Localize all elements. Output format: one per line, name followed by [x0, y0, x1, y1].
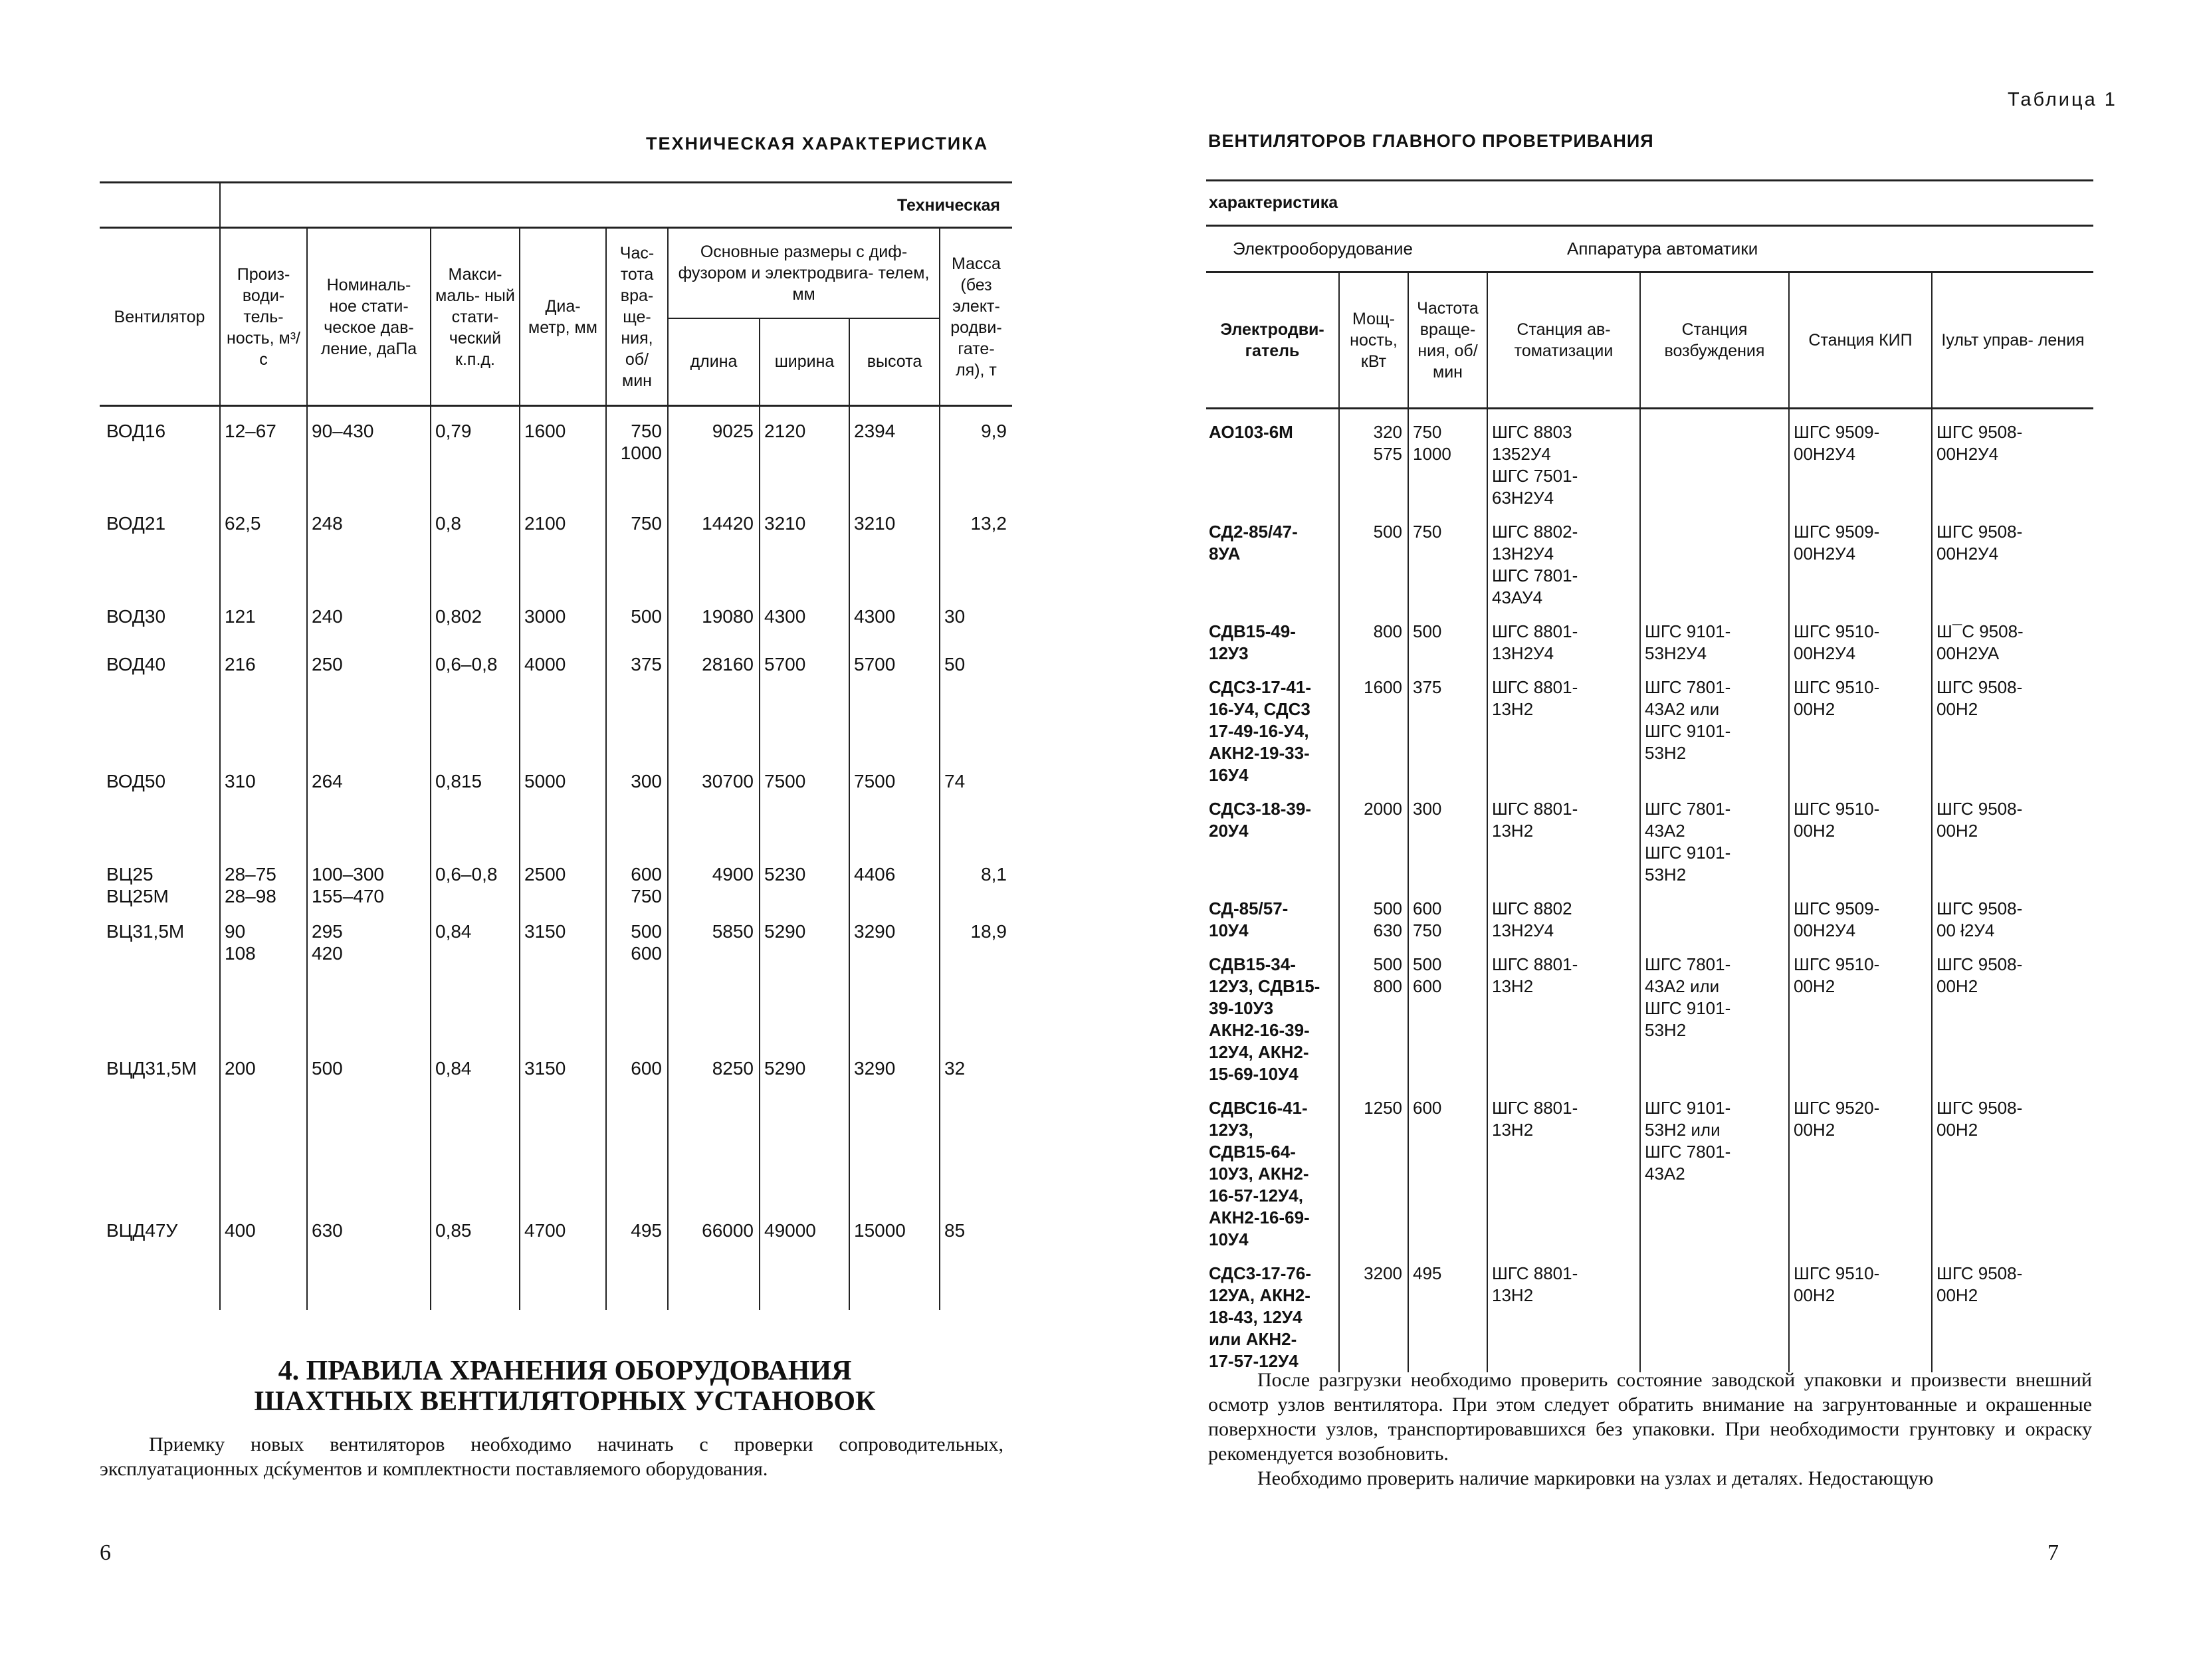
cell-diameter: 4000 — [520, 640, 606, 757]
cell-diameter: 3150 — [520, 1044, 606, 1206]
cell-auto: ШГС 8801- 13Н2 — [1487, 1085, 1640, 1251]
cell-mass: 50 — [940, 640, 1012, 757]
cell-pressure: 100–300 155–470 — [307, 850, 431, 907]
cell-width: 5700 — [760, 640, 849, 757]
cell-width: 5230 — [760, 850, 849, 907]
cell-power: 2000 — [1339, 786, 1408, 886]
cell-panel: ШГС 9508- 00Н2У4 — [1932, 509, 2093, 609]
header-pressure: Номиналь- ное стати- ческое дав- ление, даПа — [307, 228, 431, 406]
left-page-heading: ТЕХНИЧЕСКАЯ ХАРАКТЕРИСТИКА — [646, 134, 989, 154]
cell-panel: ШГС 9508- 00Н2У4 — [1932, 409, 2093, 510]
cell-power: 320 575 — [1339, 409, 1408, 510]
cell-power: 500 800 — [1339, 942, 1408, 1085]
cell-motor: СДС3-17-76- 12УА, АКН2- 18-43, 12У4 или АКН2- 17-57-12У4 — [1209, 1263, 1312, 1371]
cell-panel: ШГС 9508- 00Н2 — [1932, 1251, 2093, 1372]
table-row — [1206, 665, 2093, 786]
cell-capacity: 62,5 — [220, 499, 307, 592]
table-row — [100, 406, 1012, 499]
cell-power: 1600 — [1339, 665, 1408, 786]
cell-height: 2394 — [849, 406, 940, 499]
cell-pressure: 295 420 — [307, 907, 431, 1044]
cell-capacity: 400 — [220, 1206, 307, 1310]
equipment-body — [1206, 409, 2093, 1373]
cell-power: 800 — [1339, 609, 1408, 665]
header-length: длина — [668, 318, 760, 406]
cell-panel: ШГС 9508- 00 ł2У4 — [1932, 886, 2093, 942]
cell-efficiency: 0,6–0,8 — [431, 850, 520, 907]
header-width: ширина — [760, 318, 849, 406]
header-motor: Электродви- гатель — [1206, 272, 1339, 409]
table-row — [1206, 509, 2093, 609]
table-row — [100, 1206, 1012, 1310]
cell-power: 500 630 — [1339, 886, 1408, 942]
cell-speed: 600 750 — [606, 850, 668, 907]
cell-length: 4900 — [668, 850, 760, 907]
cell-panel: ШГС 9508- 00Н2 — [1932, 942, 2093, 1085]
cell-width: 4300 — [760, 592, 849, 640]
cell-fan: ВОД50 — [106, 770, 166, 791]
cell-excit: ШГС 7801- 43А2 ШГС 9101- 53Н2 — [1640, 786, 1789, 886]
table-row — [100, 907, 1012, 1044]
cell-speed: 600 750 — [1408, 886, 1487, 942]
cell-length: 5850 — [668, 907, 760, 1044]
right-paragraph-2-text: Необходимо проверить наличие маркировки на узлах и деталях. Недостающую — [1257, 1467, 1934, 1489]
electro-group-header: Электрооборудование — [1206, 226, 1487, 272]
cell-speed: 500 — [1408, 609, 1487, 665]
cell-excit — [1640, 509, 1789, 609]
cell-power: 500 — [1339, 509, 1408, 609]
table-row — [100, 499, 1012, 592]
header-speed: Час- тота вра- ще- ния, об/ мин — [606, 228, 668, 406]
cell-width: 5290 — [760, 907, 849, 1044]
cell-kip: ШГС 9509- 00Н2У4 — [1789, 509, 1932, 609]
cell-diameter: 3150 — [520, 907, 606, 1044]
cell-kip: ШГС 9510- 00Н2 — [1789, 942, 1932, 1085]
cell-kip: ШГС 9509- 00Н2У4 — [1789, 409, 1932, 510]
header-efficiency: Макси- маль- ный стати- ческий к.п.д. — [431, 228, 520, 406]
cell-auto: ШГС 8802- 13Н2У4 ШГС 7801- 43АУ4 — [1487, 509, 1640, 609]
right-page-heading: ВЕНТИЛЯТОРОВ ГЛАВНОГО ПРОВЕТРИВАНИЯ — [1208, 131, 1654, 151]
cell-power: 3200 — [1339, 1251, 1408, 1372]
table-number: Таблица 1 — [2008, 89, 2117, 110]
cell-auto: ШГС 8802 13Н2У4 — [1487, 886, 1640, 942]
cell-height: 7500 — [849, 757, 940, 850]
header-dimensions-group: Основные размеры с диф- фузором и электродвига- телем, мм — [668, 228, 940, 318]
cell-efficiency: 0,84 — [431, 907, 520, 1044]
header-station-auto: Станция ав- томатизации — [1487, 272, 1640, 409]
header-station-excitation: Станция возбуждения — [1640, 272, 1789, 409]
table-row — [1206, 409, 2093, 510]
cell-efficiency: 0,802 — [431, 592, 520, 640]
header-mass: Масса (без элект- родви- гате- ля), т — [940, 228, 1012, 406]
cell-pressure: 500 — [307, 1044, 431, 1206]
cell-height: 15000 — [849, 1206, 940, 1310]
table-row — [100, 592, 1012, 640]
cell-power: 1250 — [1339, 1085, 1408, 1251]
table-row — [1206, 609, 2093, 665]
cell-speed: 500 600 — [1408, 942, 1487, 1085]
table-row — [1206, 942, 2093, 1085]
cell-excit — [1640, 886, 1789, 942]
table-row — [100, 850, 1012, 907]
cell-panel: ШГС 9508- 00Н2 — [1932, 786, 2093, 886]
table-row — [1206, 786, 2093, 886]
cell-pressure: 250 — [307, 640, 431, 757]
cell-excit: ШГС 9101- 53Н2 или ШГС 7801- 43А2 — [1640, 1085, 1789, 1251]
cell-mass: 30 — [940, 592, 1012, 640]
equipment-table — [1206, 179, 2093, 1372]
cell-diameter: 4700 — [520, 1206, 606, 1310]
cell-auto: ШГС 8801- 13Н2 — [1487, 786, 1640, 886]
cell-mass: 32 — [940, 1044, 1012, 1206]
cell-motor: СДВ15-49- 12У3 — [1209, 621, 1296, 663]
cell-excit: ШГС 7801- 43А2 или ШГС 9101- 53Н2 — [1640, 942, 1789, 1085]
cell-panel: Ш¯С 9508- 00Н2УА — [1932, 609, 2093, 665]
cell-capacity: 121 — [220, 592, 307, 640]
cell-pressure: 240 — [307, 592, 431, 640]
cell-auto: ШГС 8801- 13Н2 — [1487, 1251, 1640, 1372]
cell-kip: ШГС 9509- 00Н2У4 — [1789, 886, 1932, 942]
header-motor-speed: Частота враще- ния, об/мин — [1408, 272, 1487, 409]
cell-capacity: 28–75 28–98 — [220, 850, 307, 907]
header-capacity: Произ- води- тель- ность, м³/с — [220, 228, 307, 406]
cell-pressure: 90–430 — [307, 406, 431, 499]
equipment-group-header: характеристика — [1206, 181, 2093, 226]
cell-mass: 9,9 — [940, 406, 1012, 499]
header-station-kip: Станция КИП — [1789, 272, 1932, 409]
cell-mass: 74 — [940, 757, 1012, 850]
cell-mass: 13,2 — [940, 499, 1012, 592]
cell-efficiency: 0,79 — [431, 406, 520, 499]
cell-motor: СДВС16-41- 12У3, СДВ15-64- 10У3, АКН2- 16-57-12У4, АКН2-16-69- 10У4 — [1209, 1098, 1310, 1249]
cell-panel: ШГС 9508- 00Н2 — [1932, 665, 2093, 786]
table-row — [1206, 886, 2093, 942]
cell-efficiency: 0,85 — [431, 1206, 520, 1310]
cell-height: 5700 — [849, 640, 940, 757]
cell-capacity: 12–67 — [220, 406, 307, 499]
cell-motor: СДВ15-34- 12У3, СДВ15- 39-10У3 АКН2-16-39- 12У4, АКН2- 15-69-10У4 — [1209, 954, 1320, 1084]
table-row — [100, 1044, 1012, 1206]
cell-speed: 300 — [606, 757, 668, 850]
header-diameter: Диа- метр, мм — [520, 228, 606, 406]
cell-pressure: 630 — [307, 1206, 431, 1310]
cell-kip: ШГС 9510- 00Н2 — [1789, 786, 1932, 886]
cell-efficiency: 0,8 — [431, 499, 520, 592]
cell-mass: 8,1 — [940, 850, 1012, 907]
cell-speed: 500 600 — [606, 907, 668, 1044]
cell-length: 30700 — [668, 757, 760, 850]
cell-length: 66000 — [668, 1206, 760, 1310]
section-title — [100, 1356, 1030, 1417]
cell-motor: СДС3-18-39- 20У4 — [1209, 799, 1312, 841]
cell-length: 19080 — [668, 592, 760, 640]
cell-height: 3210 — [849, 499, 940, 592]
cell-speed: 750 1000 — [1408, 409, 1487, 510]
right-page — [1098, 0, 2197, 1680]
cell-speed: 750 — [606, 499, 668, 592]
cell-speed: 300 — [1408, 786, 1487, 886]
cell-length: 14420 — [668, 499, 760, 592]
cell-capacity: 200 — [220, 1044, 307, 1206]
cell-excit — [1640, 1251, 1789, 1372]
cell-width: 49000 — [760, 1206, 849, 1310]
cell-height: 3290 — [849, 907, 940, 1044]
table-row — [100, 757, 1012, 850]
cell-panel: ШГС 9508- 00Н2 — [1932, 1085, 2093, 1251]
table-row — [100, 640, 1012, 757]
cell-motor: СД2-85/47- 8УА — [1209, 522, 1298, 564]
cell-capacity: 90 108 — [220, 907, 307, 1044]
cell-auto: ШГС 8801- 13Н2 — [1487, 942, 1640, 1085]
section-title-line2: ШАХТНЫХ ВЕНТИЛЯТОРНЫХ УСТАНОВОК — [254, 1386, 876, 1417]
cell-auto: ШГС 8801- 13Н2 — [1487, 665, 1640, 786]
cell-diameter: 2500 — [520, 850, 606, 907]
fan-specs-table — [100, 181, 1012, 1310]
cell-motor: СДС3-17-41- 16-У4, СДС3 17-49-16-У4, АКН2-19-33- 16У4 — [1209, 677, 1312, 785]
cell-kip: ШГС 9510- 00Н2 — [1789, 1251, 1932, 1372]
cell-capacity: 310 — [220, 757, 307, 850]
cell-width: 5290 — [760, 1044, 849, 1206]
cell-length: 28160 — [668, 640, 760, 757]
page-number-left: 6 — [100, 1540, 111, 1565]
cell-width: 2120 — [760, 406, 849, 499]
cell-fan: ВЦ31,5М — [106, 920, 185, 942]
section-title-line1: 4. ПРАВИЛА ХРАНЕНИЯ ОБОРУДОВАНИЯ — [278, 1356, 852, 1386]
cell-diameter: 2100 — [520, 499, 606, 592]
cell-length: 8250 — [668, 1044, 760, 1206]
cell-kip: ШГС 9510- 00Н2У4 — [1789, 609, 1932, 665]
cell-height: 3290 — [849, 1044, 940, 1206]
header-power: Мощ- ность, кВт — [1339, 272, 1408, 409]
cell-pressure: 248 — [307, 499, 431, 592]
right-paragraph-1 — [1208, 1368, 2092, 1491]
cell-width: 7500 — [760, 757, 849, 850]
cell-diameter: 1600 — [520, 406, 606, 499]
cell-speed: 375 — [1408, 665, 1487, 786]
cell-fan: ВОД16 — [106, 421, 166, 441]
table-group-header: Техническая — [220, 183, 1012, 228]
cell-excit: ШГС 9101- 53Н2У4 — [1640, 609, 1789, 665]
page-number-right: 7 — [2047, 1540, 2059, 1565]
header-height: высота — [849, 318, 940, 406]
cell-auto: ШГС 8803 1352У4 ШГС 7501- 63Н2У4 — [1487, 409, 1640, 510]
cell-efficiency: 0,6–0,8 — [431, 640, 520, 757]
cell-speed: 375 — [606, 640, 668, 757]
left-page — [0, 0, 1098, 1680]
cell-motor: СД-85/57- 10У4 — [1209, 898, 1289, 940]
cell-kip: ШГС 9510- 00Н2 — [1789, 665, 1932, 786]
header-fan: Вентилятор — [100, 228, 220, 406]
cell-width: 3210 — [760, 499, 849, 592]
cell-length: 9025 — [668, 406, 760, 499]
cell-excit: ШГС 7801- 43А2 или ШГС 9101- 53Н2 — [1640, 665, 1789, 786]
cell-diameter: 5000 — [520, 757, 606, 850]
cell-fan: ВОД21 — [106, 512, 166, 534]
cell-capacity: 216 — [220, 640, 307, 757]
cell-speed: 495 — [1408, 1251, 1487, 1372]
right-paragraph-1-text: После разгрузки необходимо проверить состояние заводской упаковки и произвести внешний осмотр узлов вентилятора. При этом следует обратить внимание на загрунтованные и окрашенные поверхности узлов, транспортировавшихся без упаковки. При необходимости грунтовку и окраску рекомендуется возобновить. — [1208, 1369, 2092, 1465]
cell-pressure: 264 — [307, 757, 431, 850]
cell-speed: 600 — [606, 1044, 668, 1206]
cell-excit — [1640, 409, 1789, 510]
cell-fan: ВЦ25 ВЦ25М — [106, 863, 169, 906]
automation-group-header: Аппаратура автоматики — [1487, 226, 2093, 272]
fan-specs-body — [100, 406, 1012, 1310]
cell-mass: 18,9 — [940, 907, 1012, 1044]
cell-height: 4300 — [849, 592, 940, 640]
table-row — [1206, 1085, 2093, 1251]
cell-fan: ВОД40 — [106, 653, 166, 675]
cell-speed: 500 — [606, 592, 668, 640]
left-paragraph: Приемку новых вентиляторов необходимо начинать с проверки сопроводительных, эксплуатационных дсќументов и комплектности поставляемого оборудования. — [100, 1433, 1003, 1480]
cell-height: 4406 — [849, 850, 940, 907]
cell-speed: 495 — [606, 1206, 668, 1310]
cell-efficiency: 0,84 — [431, 1044, 520, 1206]
cell-mass: 85 — [940, 1206, 1012, 1310]
cell-kip: ШГС 9520- 00Н2 — [1789, 1085, 1932, 1251]
header-control-panel: Іульт управ- ления — [1932, 272, 2093, 409]
cell-speed: 600 — [1408, 1085, 1487, 1251]
cell-speed: 750 1000 — [606, 406, 668, 499]
table-row — [1206, 1251, 2093, 1372]
cell-auto: ШГС 8801- 13Н2У4 — [1487, 609, 1640, 665]
cell-fan: ВОД30 — [106, 605, 166, 627]
cell-fan: ВЦД47У — [106, 1219, 178, 1241]
cell-motor: АО103-6М — [1209, 422, 1293, 442]
cell-efficiency: 0,815 — [431, 757, 520, 850]
cell-fan: ВЦД31,5М — [106, 1057, 197, 1079]
cell-diameter: 3000 — [520, 592, 606, 640]
cell-speed: 750 — [1408, 509, 1487, 609]
